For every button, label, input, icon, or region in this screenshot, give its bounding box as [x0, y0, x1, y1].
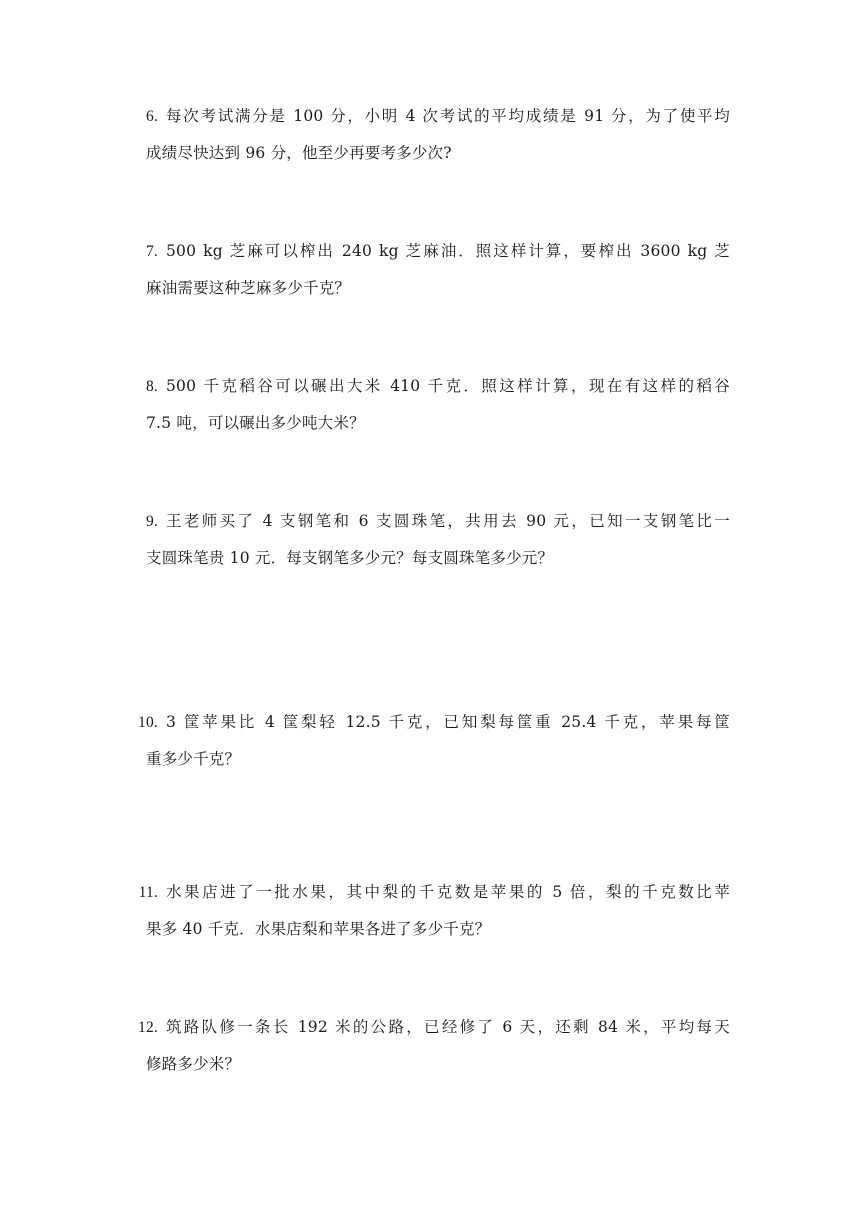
problem-text-line2: 果多 40 千克．水果店梨和苹果各进了多少千克？: [146, 920, 491, 938]
problem-12: [130, 1009, 730, 1082]
problem-9: [130, 503, 730, 576]
problem-number: 11.: [138, 884, 158, 901]
problem-6: [130, 98, 730, 171]
problem-text-line1: 筑路队修一条长 192 米的公路，已经修了 6 天，还剩 84 米，平均每天: [166, 1018, 730, 1036]
problem-number: 6.: [145, 108, 158, 125]
problem-text-line2: 成绩尽快达到 96 分，他至少再要考多少次?: [146, 144, 452, 162]
problem-text-line1: 每次考试满分是 100 分，小明 4 次考试的平均成绩是 91 分，为了使平均: [166, 107, 730, 125]
problem-text-line1: 500 千克稻谷可以碾出大米 410 千克．照这样计算，现在有这样的稻谷: [166, 377, 730, 395]
problem-number: 12.: [138, 1019, 158, 1036]
problem-text-line2: 重多少千克？: [146, 750, 241, 768]
problem-7: [130, 233, 730, 306]
problem-text-line1: 500 kg 芝麻可以榨出 240 kg 芝麻油．照这样计算，要榨出 3600 kg 芝: [166, 242, 730, 260]
problem-text-line1: 水果店进了一批水果，其中梨的千克数是苹果的 5 倍，梨的千克数比苹: [166, 883, 730, 901]
problem-number: 7.: [145, 243, 158, 260]
problem-number: 8.: [145, 378, 158, 395]
problem-text-line1: 王老师买了 4 支钢笔和 6 支圆珠笔，共用去 90 元，已知一支钢笔比一: [166, 512, 730, 530]
problem-text-line2: 支圆珠笔贵 10 元．每支钢笔多少元？每支圆珠笔多少元？: [146, 549, 554, 567]
problem-10: [130, 704, 730, 777]
problem-text-line2: 修路多少米？: [146, 1055, 241, 1073]
problem-number: 9.: [145, 513, 158, 530]
problem-text-line2: 7.5 吨，可以碾出多少吨大米？: [146, 414, 365, 432]
problem-text-line1: 3 筐苹果比 4 筐梨轻 12.5 千克，已知梨每筐重 25.4 千克，苹果每筐: [166, 713, 730, 731]
problem-8: [130, 368, 730, 441]
problem-number: 10.: [138, 714, 158, 731]
problem-11: [130, 874, 730, 947]
problem-text-line2: 麻油需要这种芝麻多少千克？: [146, 279, 351, 297]
